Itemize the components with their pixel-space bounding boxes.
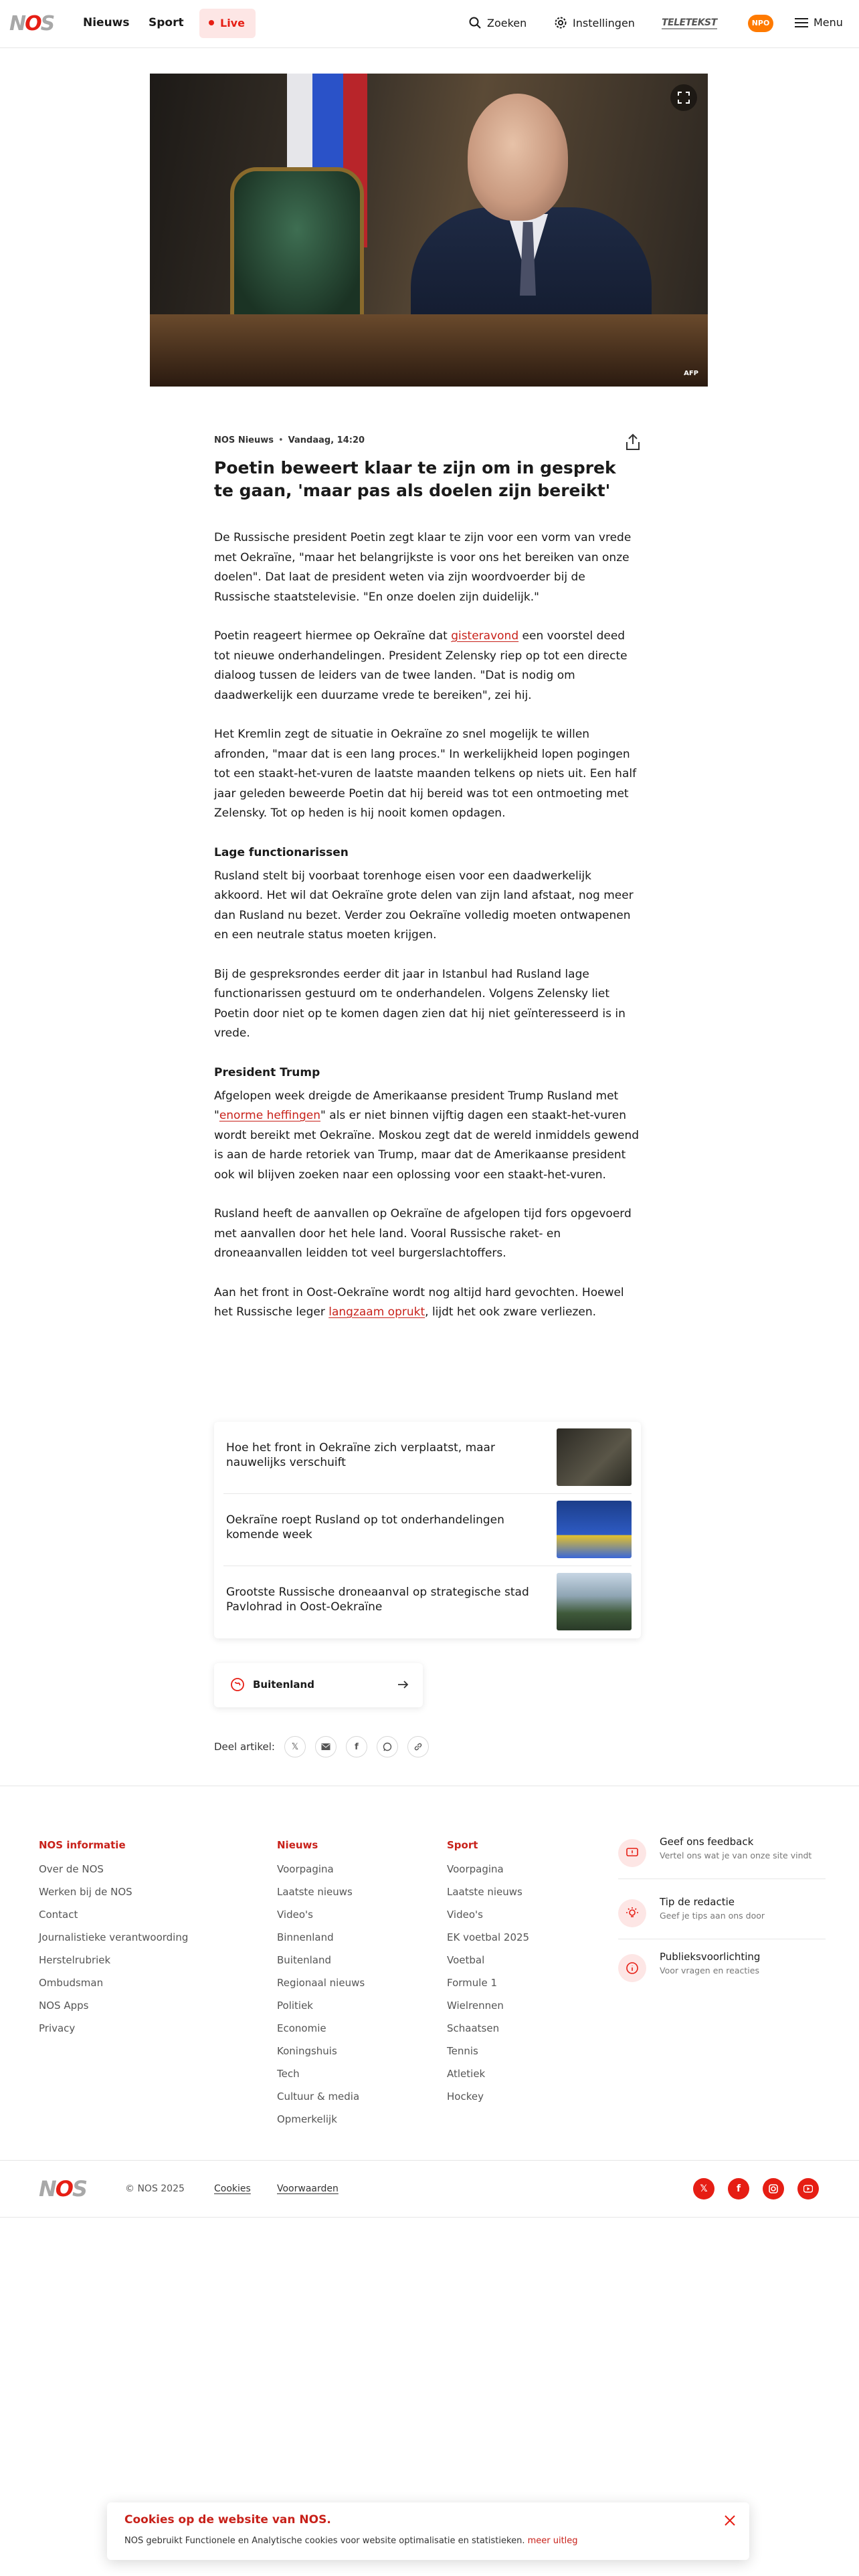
footer-logo[interactable]: NOS [39,2176,87,2202]
related-thumbnail [557,1428,632,1486]
cookie-more-link[interactable]: meer uitleg [527,2536,578,2546]
whatsapp-icon [383,1742,392,1751]
footer-link[interactable]: Voorpagina [277,1863,334,1875]
footer-link[interactable]: Video's [277,1909,313,1921]
article-body [214,528,642,1342]
related-articles [214,1422,641,1638]
footer-link[interactable]: Werken bij de NOS [39,1886,132,1898]
related-item[interactable] [223,1494,632,1566]
related-item[interactable] [223,1422,632,1494]
footer-bottom [0,2160,859,2218]
footer-link[interactable]: Regionaal nieuws [277,1977,365,1989]
link-icon [413,1742,423,1751]
x-icon: 𝕏 [291,1741,299,1752]
arrow-right-icon [396,1678,409,1691]
teletekst-link[interactable]: TELETEKST [662,17,717,28]
hamburger-icon [795,17,808,28]
share-facebook-button[interactable] [346,1736,367,1757]
related-title: Hoe het front in Oekraïne zich verplaatst, maar nauwelijks verschuift [226,1441,495,1469]
footer-col-title: Nieuws [277,1839,318,1851]
related-title: Oekraïne roept Rusland op tot onderhandelingen komende week [226,1513,504,1541]
article-timestamp: Vandaag, 14:20 [288,435,365,445]
npo-logo[interactable]: NPO [748,15,773,32]
footer-col-title: NOS informatie [39,1839,126,1851]
live-dot-icon [209,20,214,25]
footer-link[interactable]: Over de NOS [39,1863,104,1875]
footer-link[interactable]: Opmerkelijk [277,2113,337,2125]
tip-sub: Geef je tips aan ons door [660,1911,765,1921]
lightbulb-icon [626,1907,639,1920]
share-link-button[interactable] [407,1736,429,1757]
footer-col-nos-informatie [39,1839,188,2040]
footer-col-nieuws [277,1839,365,2131]
paragraph: Het Kremlin zegt de situatie in Oekraïne zo snel mogelijk te willen afronden, "maar dat is een lang proces." In werkelijkheid lopen pogingen tot een staakt-het-vuren de laatste maanden telkens op niets uit. Een half jaar geleden beweerde Poetin dat hij bereid was tot een ontmoeting met Zelensky. Tot op heden is hij nooit komen opdagen. [214,728,637,820]
paragraph: De Russische president Poetin zegt klaar te zijn voor een vorm van vrede met Oekraïne, "maar het belangrijkste is voor ons het bereiken van onze doelen". Dat laat de president weten via zijn woordvoerder bij de Russische staatstelevisie. "En onze doelen zijn duidelijk." [214,531,632,604]
footer-link[interactable]: Cultuur & media [277,2090,360,2103]
section-heading: President Trump [214,1065,320,1079]
footer-link[interactable]: Contact [39,1909,78,1921]
share-x-button[interactable] [284,1736,306,1757]
x-social-button[interactable] [693,2178,714,2199]
live-label: Live [220,17,245,29]
live-button[interactable] [199,9,256,38]
cookie-title: Cookies op de website van NOS. [124,2513,331,2527]
share-email-button[interactable] [315,1736,337,1757]
article-source: NOS Nieuws [214,435,274,445]
menu-button[interactable] [795,16,843,29]
menu-label: Menu [814,16,843,29]
close-icon[interactable] [720,2510,740,2531]
site-header [0,0,859,48]
paragraph: Poetin reageert hiermee op Oekraïne dat gisteravond een voorstel deed tot nieuwe onderhandelingen. President Zelensky riep op tot een directe dialoog tussen de leiders van de twee landen. "Dat is nodig om daadwerkelijk een duurzame vrede te bereiken", zei hij. [214,629,628,702]
footer-link[interactable]: Wielrennen [447,2000,504,2012]
inline-link[interactable]: enorme heffingen [219,1109,321,1122]
footer-link[interactable]: Privacy [39,2022,76,2034]
footer-link[interactable]: EK voetbal 2025 [447,1931,530,1943]
footer-link[interactable]: Koningshuis [277,2045,337,2057]
share-whatsapp-button[interactable] [377,1736,398,1757]
article-title: Poetin beweert klaar te zijn om in gesprek te gaan, 'maar pas als doelen zijn bereikt' [214,458,616,500]
facebook-icon: f [355,1741,359,1752]
footer-link[interactable]: Voorpagina [447,1863,504,1875]
publieksvoorlichting-button[interactable] [618,1947,826,1994]
footer-link[interactable]: Hockey [447,2090,484,2103]
facebook-icon: f [736,2183,741,2194]
paragraph: Bij de gespreksrondes eerder dit jaar in Istanbul had Rusland lage functionarissen gestuurd om te onderhandelen. Volgens Zelensky liet Poetin door niet op te komen dagen zien dat hij niet geïnteresseerd is in vrede. [214,967,626,1040]
settings-label: Instellingen [573,16,635,29]
youtube-social-button[interactable] [797,2178,819,2199]
footer-link[interactable]: Voetbal [447,1954,485,1966]
paragraph: Afgelopen week dreigde de Amerikaanse president Trump Rusland met "enorme heffingen" als er niet binnen vijftig dagen een staakt-het-vuren wordt bereikt met Oekraïne. Moskou zegt dat de wereld inmiddels gewend is aan de harde retoriek van Trump, maar dat de Amerikaanse president ook wil blijven zoeken naar een oplossing voor een staakt-het-vuren. [214,1089,640,1182]
category-label: Buitenland [253,1679,314,1691]
share-label: Deel artikel: [214,1741,275,1753]
cookie-text: NOS gebruikt Functionele en Analytische cookies voor website optimalisatie en statistieken. meer uitleg [124,2536,578,2546]
publieks-title: Publieksvoorlichting [660,1951,761,1963]
tip-button[interactable] [618,1893,826,1939]
settings-button[interactable] [554,16,635,29]
cookie-banner [107,2502,749,2560]
x-icon: 𝕏 [700,2183,708,2194]
inline-link[interactable]: gisteravond [451,629,519,643]
facebook-social-button[interactable] [728,2178,749,2199]
mail-icon [321,1743,330,1751]
footer-link[interactable]: Laatste nieuws [277,1886,353,1898]
share-row [214,1735,438,1758]
nav-nieuws[interactable]: Nieuws [83,16,130,29]
footer-link[interactable]: Video's [447,1909,483,1921]
publieks-sub: Voor vragen en reacties [660,1965,759,1975]
footer-link[interactable]: Atletiek [447,2068,486,2080]
footer-link[interactable]: Laatste nieuws [447,1886,522,1898]
footer-link[interactable]: Tech [277,2068,300,2080]
terms-link[interactable]: Voorwaarden [277,2183,339,2194]
footer-link[interactable]: Economie [277,2022,326,2034]
fullscreen-button[interactable] [670,84,697,111]
paragraph: Aan het front in Oost-Oekraïne wordt nog altijd hard gevochten. Hoewel het Russische leger langzaam oprukt, lijdt het ook zware verliezen. [214,1285,624,1319]
nos-logo[interactable]: NOS [9,12,54,35]
nav-sport[interactable]: Sport [149,16,184,29]
paragraph: Rusland stelt bij voorbaat torenhoge eisen voor een daadwerkelijk akkoord. Het wil dat Oekraïne grote delen van zijn land afstaat, nog meer dan Rusland nu bezet. Verder zou Oekraïne volledig moeten ontwapenen en een neutrale status moeten krijgen. [214,869,634,942]
footer-link[interactable]: Formule 1 [447,1977,497,1989]
footer-link[interactable]: Tennis [447,2045,478,2057]
chat-alert-icon [626,1846,639,1860]
paragraph: Rusland heeft de aanvallen op Oekraïne de afgelopen tijd fors opgevoerd met aanvallen door het hele land. Vooral Russische raket- en droneaanvallen leidden tot veel burgerslachtoffers. [214,1207,632,1260]
related-title: Grootste Russische droneaanval op strategische stad Pavlohrad in Oost-Oekraïne [226,1586,529,1614]
article-meta: NOS Nieuws • Vandaag, 14:20 [214,435,365,445]
info-icon [626,1961,639,1975]
share-icon [625,433,641,451]
footer-link[interactable]: Ombudsman [39,1977,104,1989]
footer-link[interactable]: Politiek [277,2000,313,2012]
related-item[interactable] [223,1566,632,1638]
related-thumbnail [557,1573,632,1630]
hero-image [150,74,708,387]
tip-title: Tip de redactie [660,1896,735,1908]
category-card[interactable] [214,1663,423,1707]
copyright: © NOS 2025 [125,2183,185,2194]
instagram-icon [769,2184,778,2193]
footer-col-sport [447,1839,529,2108]
cookies-link[interactable]: Cookies [214,2183,251,2194]
feedback-title: Geef ons feedback [660,1836,754,1848]
footer-link[interactable]: Herstelrubriek [39,1954,111,1966]
youtube-icon [803,2185,813,2193]
footer-link[interactable]: Schaatsen [447,2022,500,2034]
footer-link[interactable]: Binnenland [277,1931,334,1943]
globe-icon [230,1677,245,1692]
footer-col-title: Sport [447,1839,478,1851]
footer-link[interactable]: Journalistieke verantwoording [39,1931,189,1943]
gear-icon [554,16,567,29]
feedback-sub: Vertel ons wat je van onze site vindt [660,1850,812,1860]
footer-link[interactable]: NOS Apps [39,2000,89,2012]
search-icon [468,16,482,29]
search-button[interactable] [468,16,527,29]
related-thumbnail [557,1501,632,1558]
instagram-social-button[interactable] [763,2178,784,2199]
footer-link[interactable]: Buitenland [277,1954,331,1966]
inline-link[interactable]: langzaam oprukt [328,1305,425,1319]
expand-icon [678,92,690,104]
image-credit: AFP [684,370,698,377]
share-button[interactable] [625,433,642,452]
section-heading: Lage functionarissen [214,845,349,859]
feedback-button[interactable] [618,1832,826,1879]
search-label: Zoeken [487,16,527,29]
